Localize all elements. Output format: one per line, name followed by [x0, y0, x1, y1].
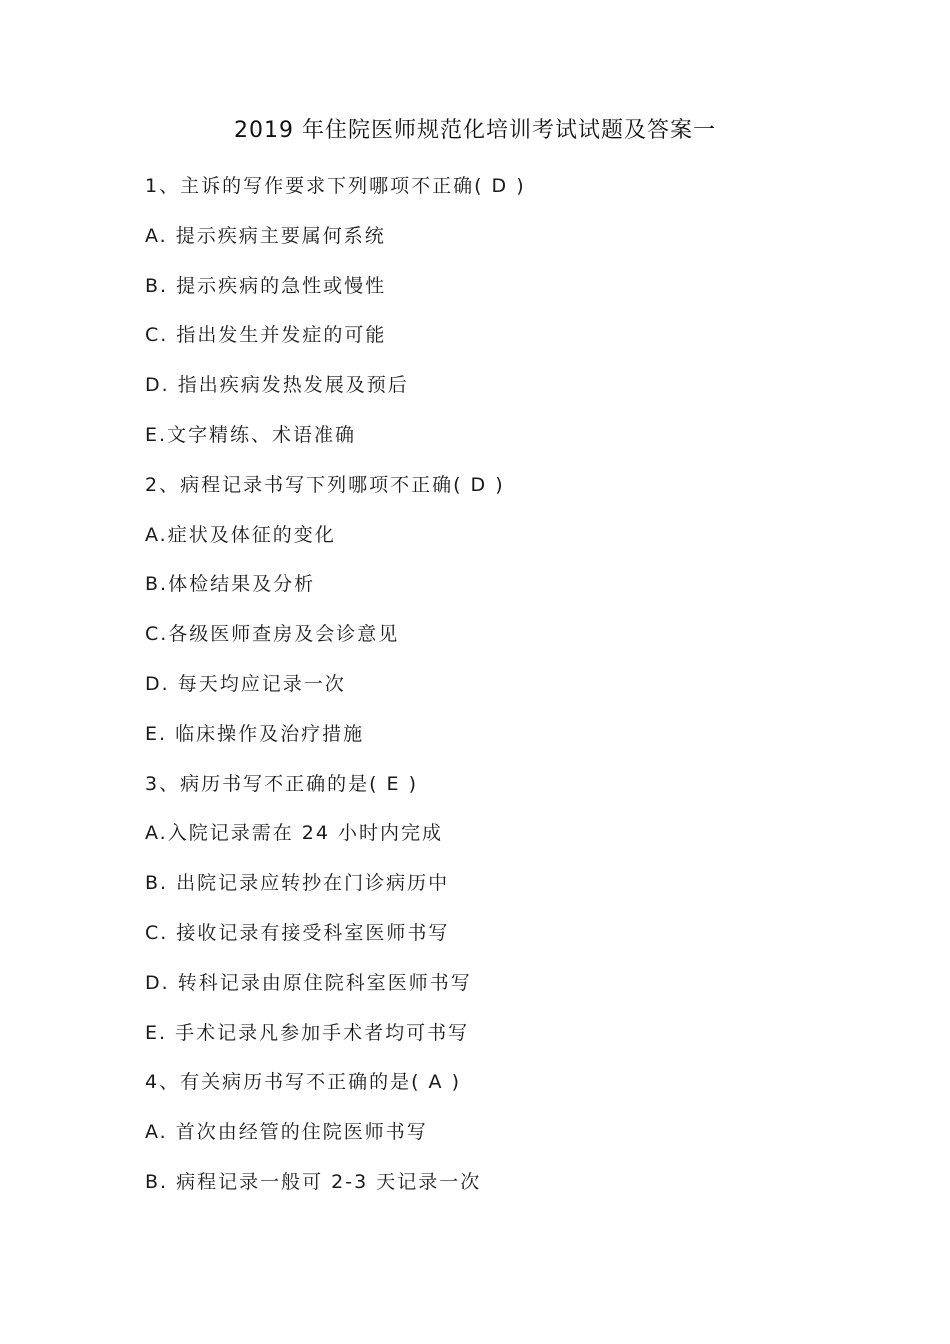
question-1-option-c: C. 指出发生并发症的可能: [145, 324, 387, 347]
document-title: 2019 年住院医师规范化培训考试试题及答案一: [234, 118, 716, 143]
question-4-option-b: B. 病程记录一般可 2-3 天记录一次: [145, 1170, 482, 1193]
question-2-option-e: E. 临床操作及治疗措施: [145, 722, 365, 745]
question-2-stem: 2、病程记录书写下列哪项不正确( D ): [145, 473, 505, 496]
question-3-option-c: C. 接收记录有接受科室医师书写: [145, 921, 450, 944]
question-list: [145, 170, 865, 1216]
question-1-option-a: A. 提示疾病主要属何系统: [145, 224, 386, 247]
question-3-stem: 3、病历书写不正确的是( E ): [145, 772, 418, 795]
question-1-option-e: E.文字精练、术语准确: [145, 423, 357, 446]
question-3-option-b: B. 出院记录应转抄在门诊病历中: [145, 872, 450, 895]
question-3-option-d: D. 转科记录由原住院科室医师书写: [145, 971, 472, 994]
question-2-option-d: D. 每天均应记录一次: [145, 672, 346, 695]
question-3-option-e: E. 手术记录凡参加手术者均可书写: [145, 1021, 470, 1044]
question-4-option-a: A. 首次由经管的住院医师书写: [145, 1121, 428, 1144]
question-4-stem: 4、有关病历书写不正确的是( A ): [145, 1071, 461, 1094]
question-2-option-a: A.症状及体征的变化: [145, 523, 336, 546]
question-3-option-a: A.入院记录需在 24 小时内完成: [145, 822, 443, 845]
question-1-option-d: D. 指出疾病发热发展及预后: [145, 374, 409, 397]
question-2-option-c: C.各级医师查房及会诊意见: [145, 623, 400, 646]
question-1-option-b: B. 提示疾病的急性或慢性: [145, 274, 387, 297]
question-1-stem: 1、主诉的写作要求下列哪项不正确( D ): [145, 175, 526, 197]
question-2-option-b: B.体检结果及分析: [145, 573, 316, 596]
